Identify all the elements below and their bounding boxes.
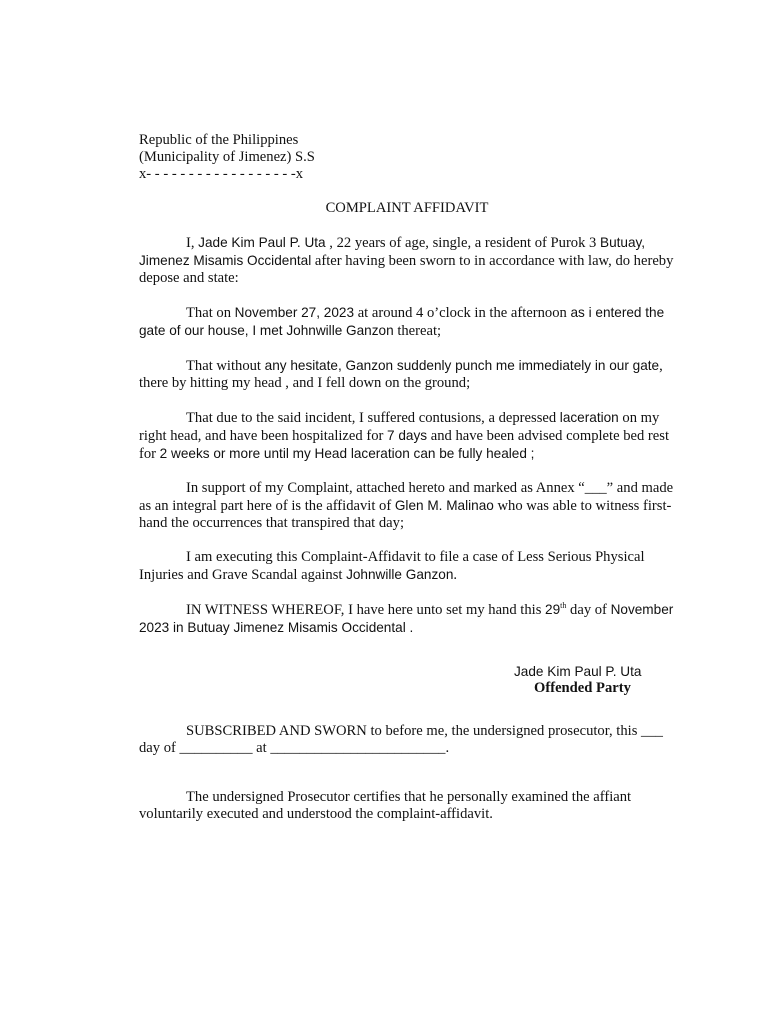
jurat-paragraph: SUBSCRIBED AND SWORN to before me, the undersigned prosecutor, this ___ day of __________ at ________________________. [139,723,663,756]
p4-text-a: In support of my Complaint, attached hereto and marked as Annex “___” and made as an integral part here of is the affidavit of [139,480,674,514]
affidavit-page [139,132,675,823]
p1-text-a: That on [186,305,235,321]
signature-block [514,663,654,697]
p2-text-c: suddenly punch me immediately in our gate [393,358,660,373]
p1-text-c: as i entered the gate of our house, I met Johnwille Ganzon [139,305,665,338]
p3-text-f: 2 weeks or more until my Head laceration can be fully healed ; [159,446,535,461]
paragraph-purpose [139,549,675,584]
respondent-name: Johnwille Ganzon [346,567,454,582]
p3-text-e: and have been advised complete bed rest for [139,428,669,462]
p3-text-a: That due to the said incident, I suffered contusions, a depressed [186,410,560,426]
p2-text-d: , there by hitting my head , and I fell down on the ground; [139,358,663,391]
p5-text-a: I am executing this Complaint-Affidavit to file a case of Less Serious Physical Injuries and Grave Scandal against [139,549,645,583]
signatory-name: Jade Kim Paul P. Uta [514,664,642,679]
paragraph-annex [139,480,675,532]
p2-text-b: any hesitate, Ganzon [264,358,394,373]
intro-text-3: after having been sworn to in accordance with law, do hereby depose and state: [139,253,674,286]
residence-municipality: Jimenez Misamis Occidental [139,253,312,268]
p2-text-a: That without [186,358,265,374]
p3-text-c: on my right head, and have been hospitalized for [139,410,660,444]
intro-text-2: , 22 years of age, single, a resident of Purok 3 [325,235,600,251]
p6-text-b: day of [566,602,611,618]
signatory-title: Offended Party [534,680,631,696]
day-ordinal: th [560,601,567,611]
header-republic: Republic of the Philippines [139,132,299,148]
header-municipality: (Municipality of Jimenez) S.S [139,149,315,165]
incident-date: November 27, 2023 [234,305,355,320]
header-divider: x- - - - - - - - - - - - - - - - - -x [139,166,304,182]
paragraph-incident-date [139,304,675,340]
paragraph-injuries [139,409,675,463]
signing-month-year: November 2023 [139,602,674,635]
p6-text-d: in [169,620,188,635]
p4-text-c: who was able to witness first-hand the occurrences that transpired that day; [139,498,672,531]
p1-text-b: at around 4 o’clock in the afternoon [354,305,571,321]
signing-place: Butuay Jimenez Misamis Occidental . [187,620,414,635]
p3-text-d: 7 days [387,428,428,443]
certification-paragraph: The undersigned Prosecutor certifies that he personally examined the affiant voluntarily executed and understood the complaint-affidavit. [139,789,632,822]
affiant-name: Jade Kim Paul P. Uta [198,235,326,250]
p3-text-b: laceration [559,410,619,425]
p6-text-a: IN WITNESS WHEREOF, I have here unto set my hand this [186,602,546,618]
p5-text-c: . [453,567,458,583]
witness-name: Glen M. Malinao [394,498,494,513]
intro-paragraph [139,234,675,287]
residence-barangay: Butuay, [600,235,646,250]
paragraph-witness-whereof [139,601,675,637]
intro-text-1: I, [186,235,199,251]
signing-day: 29 [545,602,561,617]
p1-text-d: thereat; [393,323,442,339]
paragraph-assault [139,357,675,392]
document-title: COMPLAINT AFFIDAVIT [325,200,489,216]
